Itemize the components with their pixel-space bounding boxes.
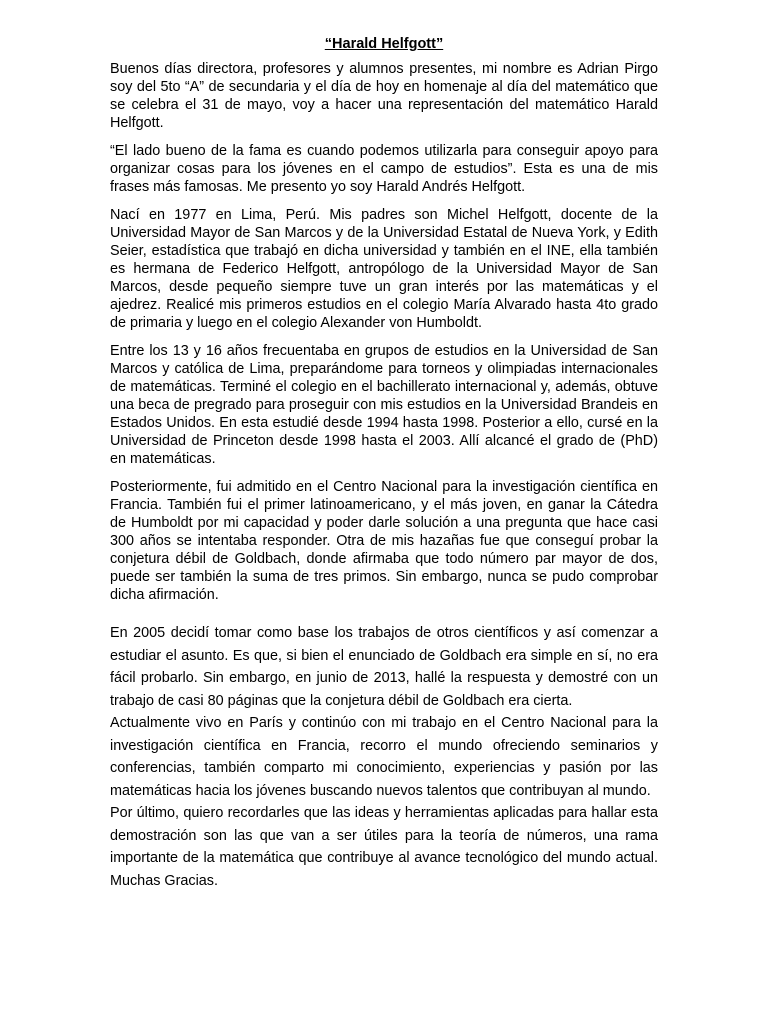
paragraph-studies: Entre los 13 y 16 años frecuentaba en grupos de estudios en la Universidad de San Marcos y católica de Lima, preparándome para torneos y olimpiadas internacionales de matemáticas. Terminé el colegio en el bachillerato internacional y, además, obtuve una beca de pregrado para proseguir con mis estudios en la Universidad Brandeis en Estados Unidos. En esta estudié desde 1994 hasta 1998. Posterior a ello, cursé en la Universidad de Princeton desde 1998 hasta el 2003. Allí alcancé el grado de (PhD) en matemáticas.: [110, 343, 658, 467]
paragraph-closing: Por último, quiero recordarles que las ideas y herramientas aplicadas para hallar esta demostración son las que van a ser útiles para la teoría de números, una rama importante de la matemática que contribuye al avance tecnológico del mundo actual. Muchas Gracias.: [110, 805, 658, 889]
document-page: [110, 34, 658, 892]
paragraph-quote: “El lado bueno de la fama es cuando podemos utilizarla para conseguir apoyo para organizar cosas para los jóvenes en el campo de estudios”. Esta es una de mis frases más famosas. Me presento yo soy Harald Andrés Helfgott.: [110, 143, 658, 195]
paragraph-goldbach: En 2005 decidí tomar como base los trabajos de otros científicos y así comenzar a estudiar el asunto. Es que, si bien el enunciado de Goldbach era simple en sí, no era fácil probarlo. Sin embargo, en junio de 2013, hallé la respuesta y demostré con un trabajo de casi 80 páginas que la conjetura débil de Goldbach era cierta.: [110, 625, 658, 709]
paragraph-greeting: Buenos días directora, profesores y alumnos presentes, mi nombre es Adrian Pirgo soy del 5to “A” de secundaria y el día de hoy en homenaje al día del matemático que se celebra el 31 de mayo, voy a hacer una representación del matemático Harald Helfgott.: [110, 61, 658, 131]
paragraph-achievements: Posteriormente, fui admitido en el Centro Nacional para la investigación científica en Francia. También fui el primer latinoamericano, y el más joven, en ganar la Cátedra de Humboldt por mi capacidad y poder darle solución a una pregunta que hace casi 300 años se intentaba responder. Otra de mis hazañas fue que conseguí probar la conjetura débil de Goldbach, donde afirmaba que todo número par mayor de dos, puede ser también la suma de tres primos. Sin embargo, nunca se pudo comprobar dicha afirmación.: [110, 479, 658, 603]
document-title: “Harald Helfgott”: [324, 36, 444, 52]
paragraph-current: Actualmente vivo en París y continúo con mi trabajo en el Centro Nacional para la investigación científica en Francia, recorro el mundo ofreciendo seminarios y conferencias, también comparto mi conocimiento, experiencias y pasión por las matemáticas hacia los jóvenes buscando nuevos talentos que contribuyan al mundo.: [110, 715, 658, 799]
paragraph-birth: Nací en 1977 en Lima, Perú. Mis padres son Michel Helfgott, docente de la Universidad Mayor de San Marcos y de la Universidad Estatal de Nueva York, y Edith Seier, estadística que trabajó en dicha universidad y también en el INE, ella también es hermana de Federico Helfgott, antropólogo de la Universidad Mayor de San Marcos, desde pequeño siempre tuve un gran interés por las matemáticas y el ajedrez. Realicé mis primeros estudios en el colegio María Alvarado hasta 4to grado de primaria y luego en el colegio Alexander von Humboldt.: [110, 207, 658, 331]
